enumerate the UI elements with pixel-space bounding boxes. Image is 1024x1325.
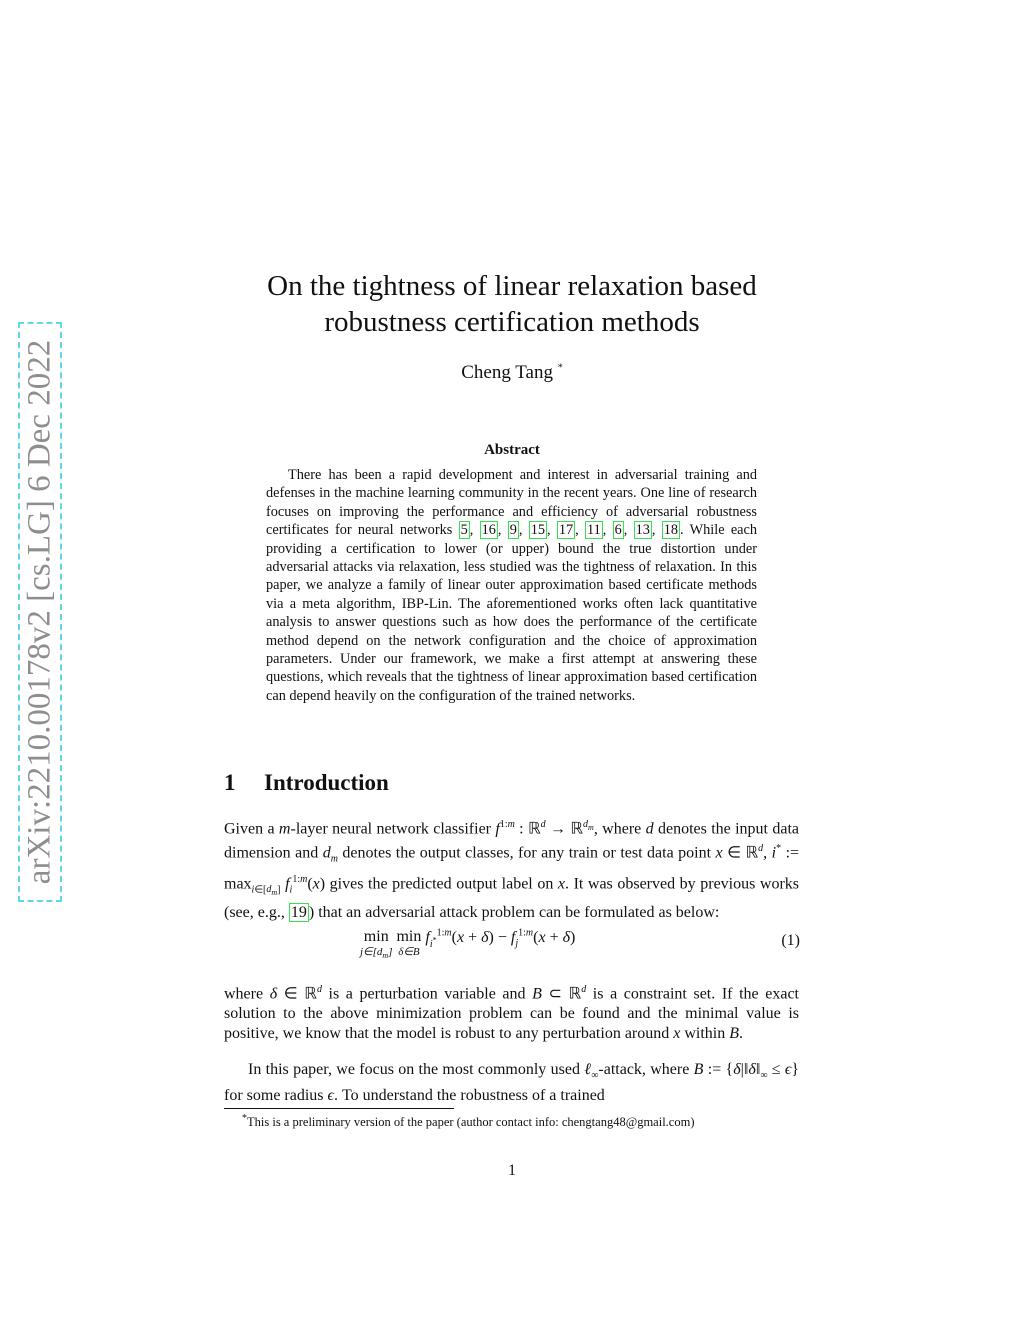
abstract-text-part-2: . While each providing a certification to lower (or upper) bound the true distortion under adversarial attacks via relaxation, less studied was the tightness of relaxation. In this paper, we analyze a family of linear outer approximation based certificate methods via a meta algorithm, IBP-Lin. The aforementioned works often lack quantitative analysis to answer questions such as how does the performance of the certificate method depend on the network configuration and the choice of approximation parameters. Under our framework, we make a first attempt at answering these questions, which reveals that the tightness of linear approximation based certification can depend heavily on the configuration of the trained networks. bbox=[266, 522, 758, 704]
text-run: -layer neural network classifier bbox=[290, 820, 496, 838]
text-run: denotes the input data dimension and bbox=[224, 820, 799, 862]
footnote-divider bbox=[224, 1108, 454, 1109]
text-run: In this paper, we focus on the most commonly used bbox=[248, 1061, 585, 1078]
equation-expression: $f_{i^*}^{1:m}(x + \delta) - f_j^{1:m}(x + \delta)$ bbox=[425, 928, 576, 950]
text-run: is a constraint set. If the exact solution to the above minimization problem can be found and the minimal value is positive, we know that the model is robust to any perturbation around bbox=[224, 985, 800, 1043]
text-run: for some radius bbox=[224, 1087, 328, 1105]
citation-link[interactable]: 6 bbox=[614, 522, 622, 539]
section-title: Introduction bbox=[264, 770, 389, 795]
paper-title bbox=[200, 268, 824, 340]
text-run: denotes the output classes, for any train or test data point bbox=[337, 844, 716, 862]
footnote-text: This is a preliminary version of the paper (author contact info: chengtang48@gmail.com) bbox=[247, 1115, 695, 1130]
footnote-mark: * bbox=[242, 1113, 247, 1124]
author-name: Cheng Tang bbox=[461, 362, 553, 383]
equation-1 bbox=[360, 928, 575, 962]
text-run: . To understand the robustness of a trained bbox=[333, 1087, 605, 1105]
intro-paragraph-2: where δ ∈ ℝ$^d$ is a perturbation variable and B ⊂ ℝ$^d$ is a constraint set. If the exact solution to the above minimization problem can be found and the minimal value is positive, we know that the model is robust to any perturbation around x within B. bbox=[224, 984, 800, 1043]
abstract-body: There has been a rapid development and interest in adversarial training and defenses in the machine learning community in the recent years. One line of research focuses on improving the performance and efficiency of adversarial robustness certificates for neural networks 5 , 16 , 9 , 15 , 17 , 11 , 6 , 13 , 18 . While each providing a certification to lower (or upper) bound the true distortion under adversarial attacks via relaxation, less studied was the tightness of relaxation. In this paper, we analyze a family of linear outer approximation based certificate methods via a meta algorithm, IBP-Lin. The aforementioned works often lack quantitative analysis to answer questions such as how does the performance of the certificate method depend on the network configuration and the choice of approximation parameters. Under our framework, we make a first attempt at answering these questions, which reveals that the tightness of linear approximation based certification can depend heavily on the configuration of the trained networks. bbox=[266, 467, 758, 704]
text-run: -attack, where bbox=[598, 1061, 694, 1078]
citation-link[interactable]: 11 bbox=[586, 522, 601, 539]
intro-paragraph-1: Given a m-layer neural network classifier $f^{1:m}$ : ℝ$^d$ → ℝ$^{d_m}$, where d denotes the input data dimension and $d_m$ denotes the output classes, for any train or test data point x ∈ ℝ$^d$, i* := $\max_{i\in[d_m]} f_i^{1:m}(x)$ gives the predicted output label on x. It was observed by previous works (see, e.g., 19 ) that an adversarial attack problem can be formulated as below: bbox=[224, 819, 800, 922]
text-run: where bbox=[224, 985, 270, 1003]
citation-link[interactable]: 17 bbox=[558, 522, 574, 539]
min-operator-delta: min δ∈B bbox=[396, 928, 422, 958]
citation-link[interactable]: 5 bbox=[460, 522, 468, 539]
citation-link[interactable]: 9 bbox=[509, 522, 517, 539]
citation-link[interactable]: 18 bbox=[663, 522, 679, 539]
citation-link[interactable]: 15 bbox=[530, 522, 545, 539]
citation-link[interactable]: 13 bbox=[635, 522, 650, 539]
equation-number: (1) bbox=[781, 932, 800, 949]
arxiv-stamp[interactable] bbox=[18, 322, 62, 902]
section-heading bbox=[224, 770, 389, 796]
text-run: Given a bbox=[224, 820, 279, 838]
abstract-heading: Abstract bbox=[484, 442, 540, 458]
abstract-text-part-1: There has been a rapid development and interest in adversarial training and defenses in the machine learning community in the recent years. One line of research focuses on improving the performance and efficiency of adversarial robustness certificates for neural networks bbox=[266, 467, 757, 539]
author-footnote-mark: * bbox=[557, 362, 563, 374]
min-operator-j: min $j\in[d_m]$ bbox=[360, 928, 393, 961]
text-run: , where bbox=[593, 820, 646, 838]
text-run: . It was observed by previous works (see, e.g., bbox=[224, 875, 800, 922]
intro-paragraph-3: In this paper, we focus on the most commonly used ℓ$_\infty$-attack, where B := $\{\delta|‖\delta‖_\infty \le \epsilon\}$ for some radius ϵ. To understand the robustness of a trained bbox=[224, 1061, 800, 1105]
title-line-2: robustness certification methods bbox=[324, 306, 700, 338]
footnote bbox=[242, 1113, 812, 1130]
citation-link[interactable]: 19 bbox=[290, 904, 307, 922]
text-run: is a perturbation variable and bbox=[321, 985, 533, 1003]
author-line bbox=[300, 362, 724, 384]
citation-link[interactable]: 16 bbox=[481, 522, 496, 539]
section-number: 1 bbox=[224, 770, 236, 795]
arxiv-stamp-text: arXiv:2210.00178v2 [cs.LG] 6 Dec 2022 bbox=[21, 339, 58, 885]
title-line-1: On the tightness of linear relaxation based bbox=[267, 270, 757, 302]
text-run: ) that an adversarial attack problem can be formulated as below: bbox=[308, 904, 720, 922]
text-run: within bbox=[680, 1025, 730, 1043]
page-number: 1 bbox=[508, 1162, 516, 1179]
text-run: gives the predicted output label on bbox=[325, 875, 558, 893]
